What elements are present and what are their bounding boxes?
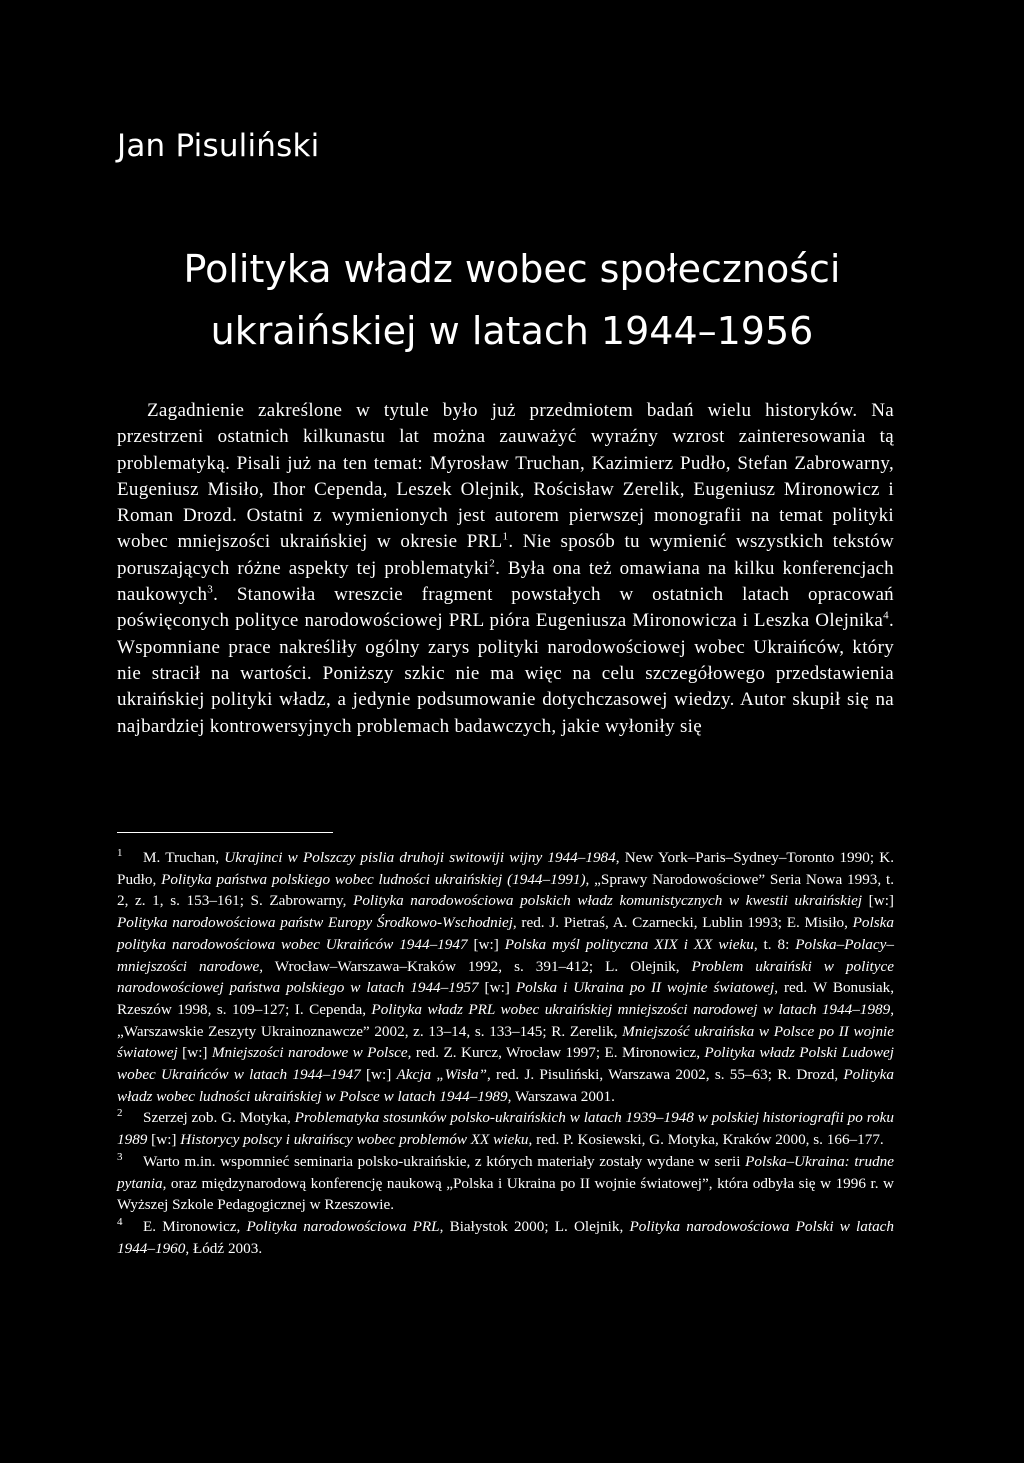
footnote-text-run: , New York–Paris–Sydney–Toronto 1990; K. Pudło,: [117, 849, 894, 888]
footnote-text-run: , oraz międzynarodową konferencję naukową „Polska i Ukraina po II wojnie światowej”, która odbyła się w 1996 r. w Wyższej Szkole Pedagogicznej w Rzeszowie.: [117, 1174, 894, 1214]
footnote-text-run: , red. J. Pisuliński, Warszawa 2002, s. 55–63; R. Drozd,: [487, 1066, 844, 1084]
footnote-text-run: , t. 8:: [753, 935, 796, 953]
footnote-text-run: [w:]: [360, 1066, 397, 1084]
footnote-text-run: Warto m.in. wspomnieć seminaria polsko-ukraińskie, z których materiały zostały wydane w serii: [143, 1152, 746, 1170]
body-text-part-4: . Stanowiła wreszcie fragment powstałych w ostatnich latach opracowań poświęconych polityce narodowościowej PRL pióra Eugeniusza Mironowicza i Leszka Olejnika: [117, 584, 894, 632]
footnote-text-run: , red. J. Pietraś, A. Czarnecki, Lublin 1993; E. Misiło,: [512, 914, 853, 932]
footnote-title-italic: Polska polityka narodowościowa wobec Ukraińców 1944–1947: [117, 914, 894, 953]
body-text-part-5: . Wspomniane prace nakreśliły ogólny zarys polityki narodowościowej wobec Ukraińców, który nie stracił na wartości. Poniższy szkic nie ma więc na celu szczegółowego przedstawienia ukraińskiej polityki władz, a jedynie podsumowanie dotychczasowej wiedzy. Autor skupił się na najbardziej kontrowersyjnych problemach badawczych, jakie wyłoniły się: [117, 610, 894, 737]
footnote-title-italic: Problematyka stosunków polsko-ukraińskich w latach 1939–1948 w polskiej historiografii po roku 1989: [117, 1109, 894, 1149]
footnote-ref-3[interactable]: 3: [207, 583, 214, 596]
footnote-title-italic: Polityka państwa polskiego wobec ludności ukraińskiej (1944–1991): [161, 870, 586, 888]
footnote-text-run: [w:]: [177, 1044, 212, 1062]
footnote-text: [117, 846, 894, 1105]
body-text-part-3: . Była ona też omawiana na kilku konferencjach naukowych: [117, 557, 894, 606]
footnote-text: [117, 1215, 895, 1257]
footnote-3: 3 Warto m.in. wspomnieć seminaria polsko-ukraińskie, z których materiały zostały wydane w serii Polska–Ukraina: trudne pytania, oraz międzynarodową konferencję naukową „Polska i Ukraina po II wojnie światowej”, która odbyła się w 1996 r. w Wyższej Szkole Pedagogicznej w Rzeszowie.: [117, 1150, 894, 1214]
body-text-part-1: Zagadnienie zakreślone w tytule było już przedmiotem badań wielu historyków. Na przestrzeni ostatnich kilkunastu lat można zauważyć wyraźny wzrost zainteresowania tą problematyką. Pisali już na ten temat: Myrosław Truchan, Kazimierz Pudło, Stefan Zabrowarny, Eugeniusz Misiło, Ihor Cependa, Leszek Olejnik, Rościsław Zerelik, Eugeniusz Mironowicz i Roman Drozd. Ostatni z wymienionych jest autorem pierwszej monografii na temat polityki wobec mniejszości ukraińskiej w okresie PRL: [117, 400, 894, 553]
footnote-title-italic: Akcja „Wisła”: [396, 1066, 487, 1084]
footnote-text-run: , red. Z. Kurcz, Wrocław 1997; E. Mironowicz,: [407, 1044, 705, 1062]
footnote-title-italic: Ukrajinci w Polszczy pislia druhoji switowiji wijny 1944–1984: [224, 849, 616, 866]
footnote-divider: [117, 832, 333, 833]
footnote-title-italic: Polityka narodowościowa PRL: [246, 1217, 440, 1235]
footnote-title-italic: Polska–Polacy–mniejszości narodowe: [117, 935, 894, 975]
footnote-text-run: , „Sprawy Narodowościowe” Seria Nowa 1993, t. 2, z. 1, s. 153–161; S. Zabrowarny,: [117, 870, 894, 910]
footnote-title-italic: Polska i Ukraina po II wojnie światowej: [515, 979, 775, 997]
footnote-text-run: [w:]: [478, 979, 516, 997]
footnote-title-italic: Polityka władz PRL wobec ukraińskiej mniejszości narodowej w latach 1944–1989: [371, 1000, 891, 1018]
article-title: Polityka władz wobec społeczności ukraińskiej w latach 1944–1956: [183, 247, 841, 353]
footnote-text-run: Szerzej zob. G. Motyka,: [143, 1109, 295, 1127]
author-name: Jan Pisuliński: [117, 128, 320, 164]
footnote-ref-1[interactable]: 1: [502, 531, 509, 544]
footnote-title-italic: Polityka władz wobec ludności ukraińskiej w Polsce w latach 1944–1989: [117, 1066, 894, 1105]
footnote-1: 1 M. Truchan, Ukrajinci w Polszczy pislia druhoji switowiji wijny 1944–1984, New York–Paris–Sydney–Toronto 1990; K. Pudło, Polityka państwa polskiego wobec ludności ukraińskiej (1944–1991), „Sprawy Narodowościowe” Seria Nowa 1993, t. 2, z. 1, s. 153–161; S. Zabrowarny, Polityka narodowościowa polskich władz komunistycznych w kwestii ukraińskiej [w:] Polityka narodowościowa państw Europy Środkowo-Wschodniej, red. J. Pietraś, A. Czarnecki, Lublin 1993; E. Misiło, Polska polityka narodowościowa wobec Ukraińców 1944–1947 [w:] Polska myśl polityczna XIX i XX wieku, t. 8: Polska–Polacy–mniejszości narodowe, Wrocław–Warszawa–Kraków 1992, s. 391–412; L. Olejnik, Problem ukraiński w polityce narodowościowej państwa polskiego w latach 1944–1957 [w:] Polska i Ukraina po II wojnie światowej, red. W Bonusiak, Rzeszów 1998, s. 109–127; I. Cependa, Polityka władz PRL wobec ukraińskiej mniejszości narodowej w latach 1944–1989, „Warszawskie Zeszyty Ukrainoznawcze” 2002, z. 13–14, s. 133–145; R. Zerelik, Mniejszość ukraińska w Polsce po II wojnie światowej [w:] Mniejszości narodowe w Polsce, red. Z. Kurcz, Wrocław 1997; E. Mironowicz, Polityka władz Polski Ludowej wobec Ukraińców w latach 1944–1947 [w:] Akcja „Wisła”, red. J. Pisuliński, Warszawa 2002, s. 55–63; R. Drozd, Polityka władz wobec ludności ukraińskiej w Polsce w latach 1944–1989, Warszawa 2001.: [117, 846, 894, 1105]
footnote-title-italic: Mniejszości narodowe w Polsce: [211, 1044, 408, 1062]
footnote-text-run: [w:]: [147, 1131, 181, 1149]
footnote-text-run: , „Warszawskie Zeszyty Ukrainoznawcze” 2002, z. 13–14, s. 133–145; R. Zerelik,: [117, 1000, 894, 1040]
footnote-title-italic: Problem ukraiński w polityce narodowościowej państwa polskiego w latach 1944–1957: [117, 957, 894, 997]
footnote-text-run: [w:]: [467, 935, 505, 953]
footnote-text-run: , red. W Bonusiak, Rzeszów 1998, s. 109–127; I. Cependa,: [117, 979, 894, 1018]
footnote-text-run: M. Truchan,: [143, 849, 225, 866]
footnote-title-italic: Polityka narodowościowa Polski w latach 1944–1960: [117, 1217, 895, 1257]
footnote-title-italic: Polska myśl polityczna XIX i XX wieku: [504, 935, 754, 953]
footnote-ref-4[interactable]: 4: [883, 610, 889, 623]
footnotes-section: [117, 847, 894, 1259]
footnote-text-run: , Łódź 2003.: [185, 1239, 263, 1257]
footnote-title-italic: Polska–Ukraina: trudne pytania: [117, 1152, 894, 1192]
footnote-text-run: , Warszawa 2001.: [507, 1087, 615, 1105]
footnote-text: [117, 1109, 894, 1148]
footnote-text-run: , Białystok 2000; L. Olejnik,: [439, 1217, 630, 1235]
footnote-title-italic: Polityka narodowościowa państw Europy Środkowo-Wschodniej: [117, 914, 513, 932]
footnote-4: 4 E. Mironowicz, Polityka narodowościowa PRL, Białystok 2000; L. Olejnik, Polityka narodowościowa Polski w latach 1944–1960, Łódź 2003.: [117, 1215, 895, 1257]
footnote-title-italic: Polityka władz Polski Ludowej wobec Ukraińców w latach 1944–1947: [117, 1044, 894, 1084]
footnote-text-run: , Wrocław–Warszawa–Kraków 1992, s. 391–412; L. Olejnik,: [259, 957, 692, 975]
body-text-part-2: . Nie sposób tu wymienić wszystkich tekstów poruszających różne aspekty tej problematyki: [117, 531, 894, 579]
footnote-title-italic: Polityka narodowościowa polskich władz komunistycznych w kwestii ukraińskiej: [353, 892, 863, 910]
body-paragraph: [117, 398, 894, 740]
footnote-ref-2[interactable]: 2: [489, 557, 496, 570]
footnote-text: [117, 1153, 894, 1213]
footnote-text-run: E. Mironowicz,: [143, 1217, 247, 1235]
footnote-text-run: , red. P. Kosiewski, G. Motyka, Kraków 2000, s. 166–177.: [528, 1131, 884, 1149]
footnote-2: 2 Szerzej zob. G. Motyka, Problematyka stosunków polsko-ukraińskich w latach 1939–1948 w polskiej historiografii po roku 1989 [w:] Historycy polscy i ukraińscy wobec problemów XX wieku, red. P. Kosiewski, G. Motyka, Kraków 2000, s. 166–177.: [117, 1107, 894, 1149]
footnote-text-run: [w:]: [862, 892, 894, 910]
footnote-title-italic: Mniejszość ukraińska w Polsce po II wojnie światowej: [117, 1022, 894, 1062]
footnote-title-italic: Historycy polscy i ukraińscy wobec problemów XX wieku: [180, 1131, 529, 1149]
